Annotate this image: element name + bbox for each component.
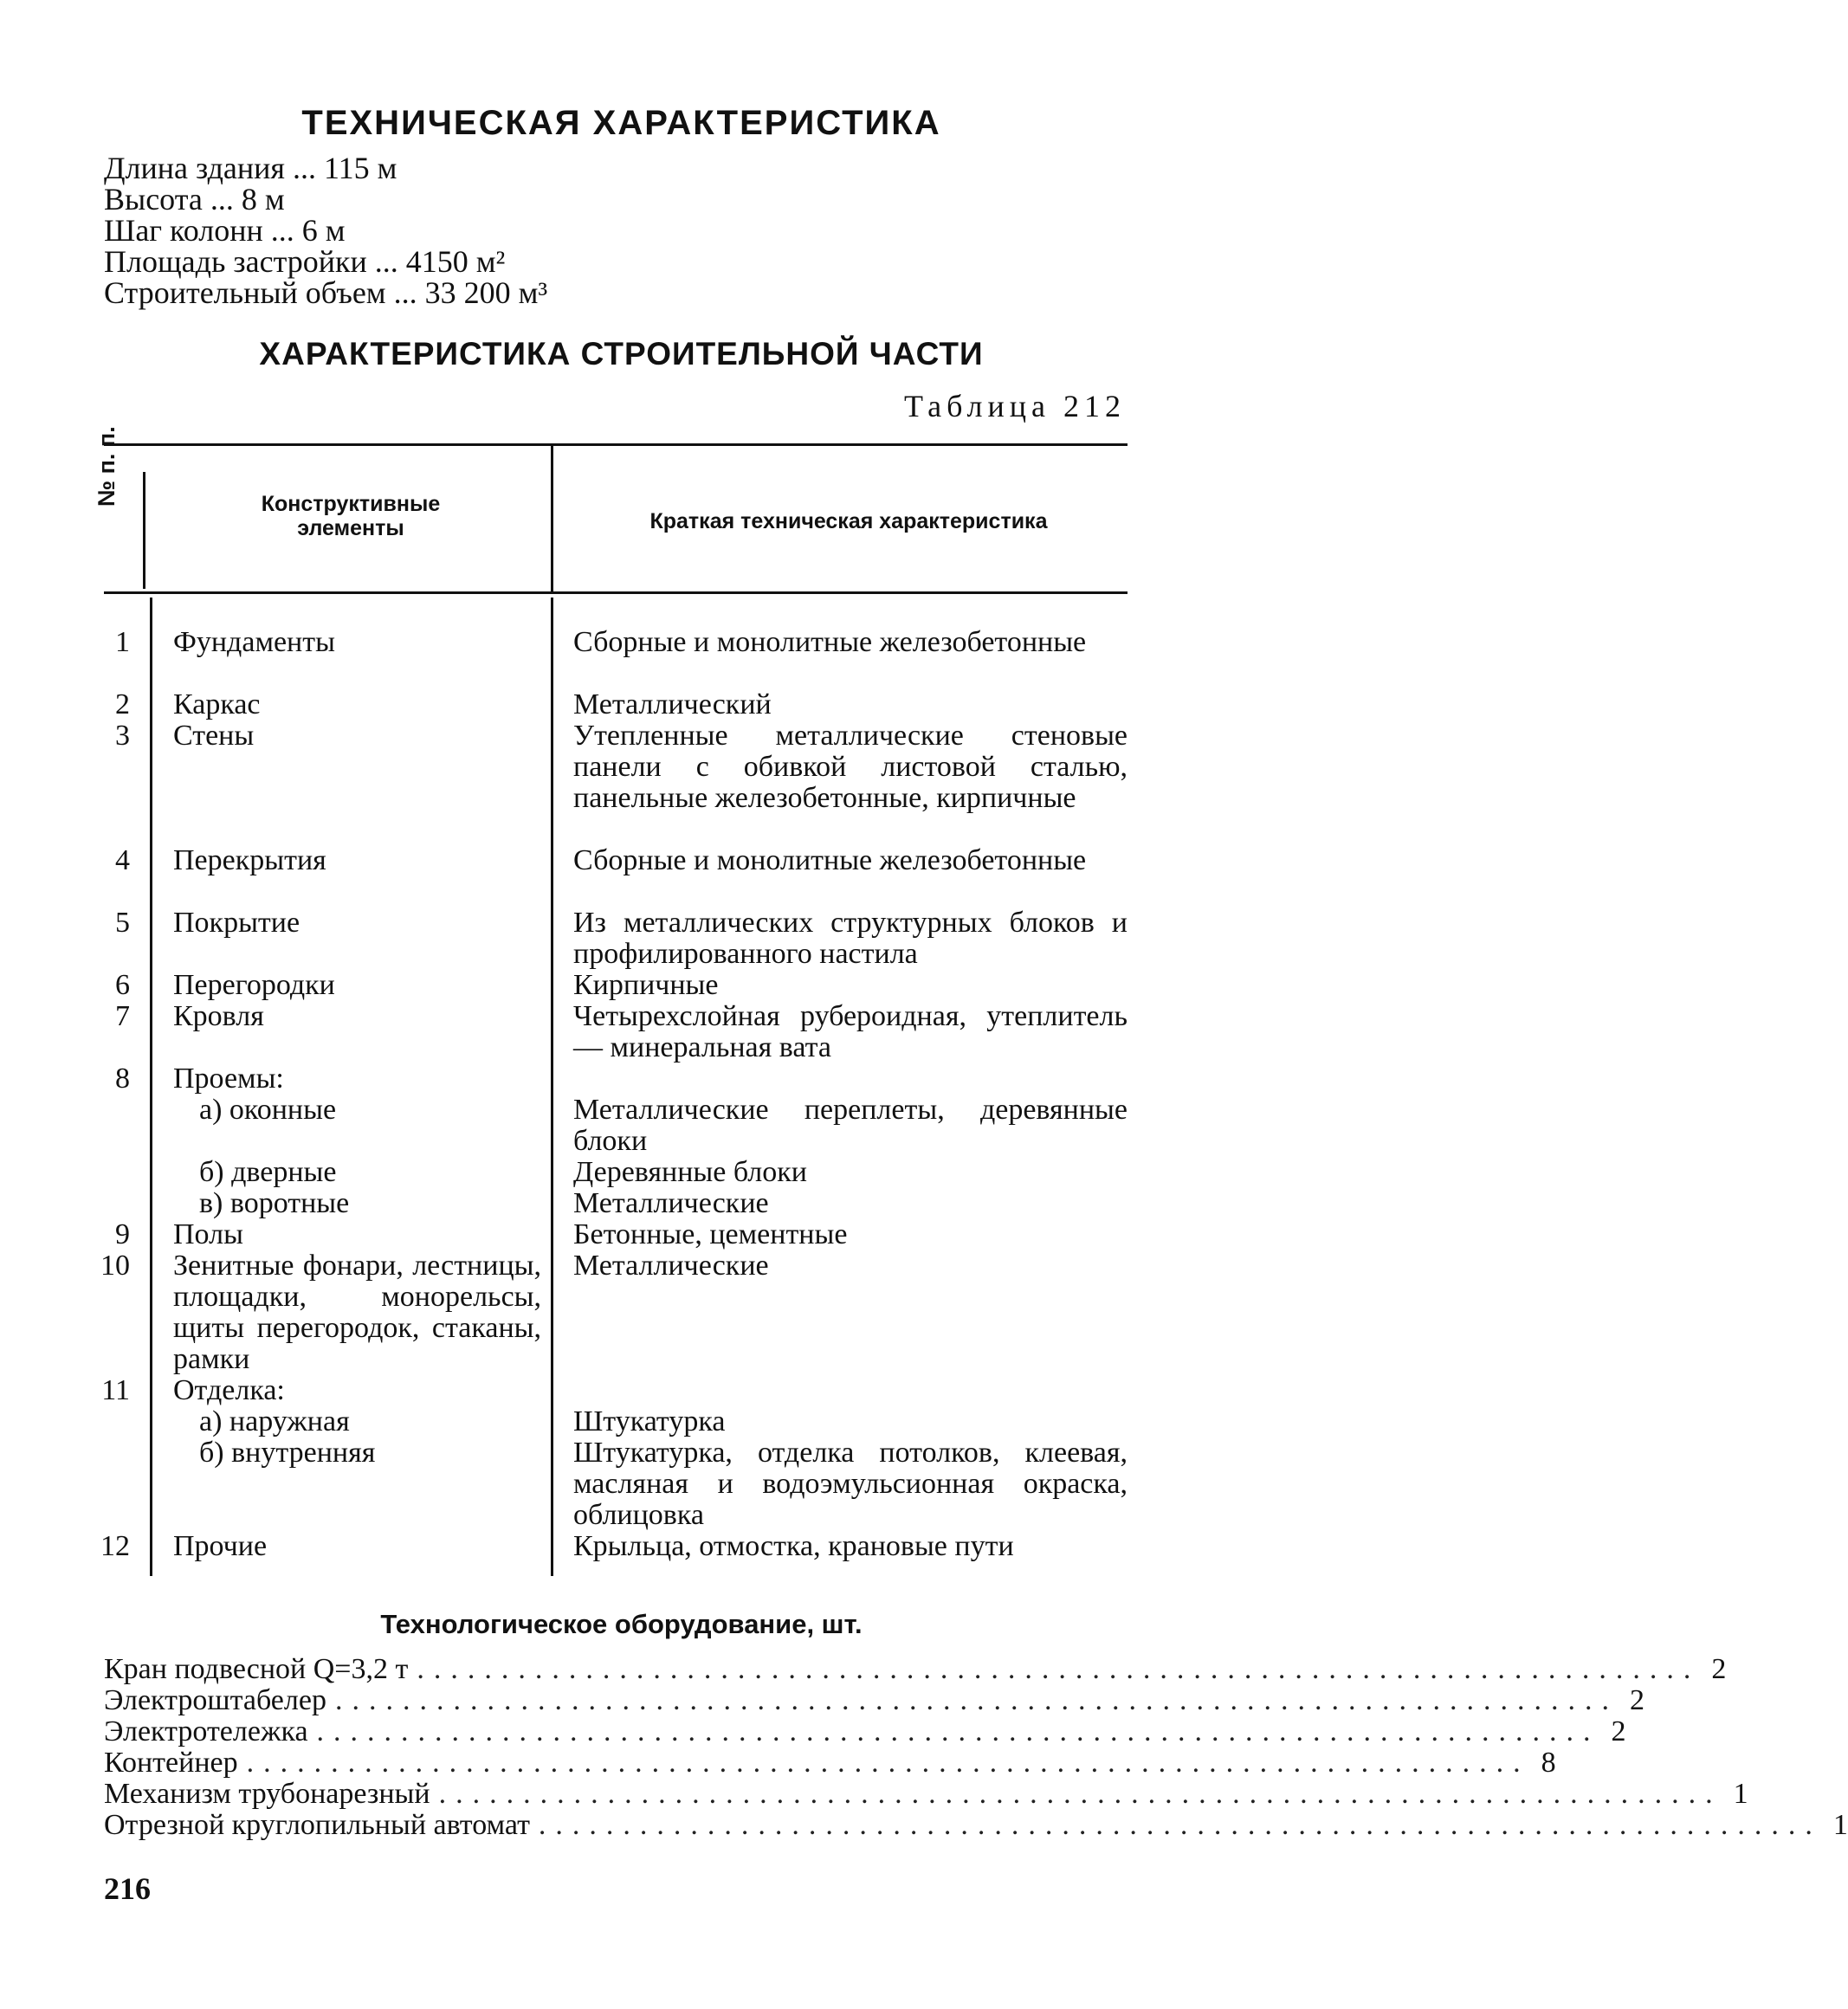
equipment-item [104,1653,1727,1685]
row-element: Перегородки [173,969,335,1001]
row-description: Штукатурка [573,1405,726,1437]
row-description: Металлические [573,1187,769,1219]
row-description: Утепленные металлические стеновые панели с обивкой листовой сталью, панельные железобетонные, кирпичные [573,720,1128,814]
row-element [173,1406,541,1437]
row-description: Бетонные, цементные [573,1218,848,1250]
equipment-name: Отрезной круглопильный автомат [104,1809,530,1841]
row-description: Из металлических структурных блоков и профилированного настила [573,907,1128,970]
row-description: Сборные и монолитные железобетонные [573,844,1087,876]
page-title: ТЕХНИЧЕСКАЯ ХАРАКТЕРИСТИКА [301,104,941,142]
equipment-list [104,1653,1848,1841]
equipment-name: Электротележка [104,1715,308,1747]
col-divider-2 [551,446,553,591]
row-element: Стены [173,720,255,752]
row-number: 11 [101,1374,130,1406]
row-element: Полы [173,1218,243,1250]
row-element [173,1095,541,1126]
row-description: Металлические [573,1250,769,1282]
row-element [173,1437,541,1469]
page-number: 216 [104,1871,151,1906]
leader-dots: ............................................................................ [316,1715,1600,1747]
equipment-item [104,1778,1748,1810]
leader-dots: ............................................................................ [334,1684,1619,1716]
equipment-qty: 2 [1629,1684,1644,1716]
col-divider-1 [150,598,152,1576]
row-description: Деревянные блоки [573,1156,807,1188]
equipment-qty: 8 [1541,1747,1556,1779]
equipment-qty: 2 [1611,1715,1626,1747]
spec-line: Площадь застройки ... 4150 м² [104,244,506,279]
row-description: Кирпичные [573,969,719,1001]
row-element: Покрытие [173,907,300,939]
leader-dots: ............................................................................ [438,1778,1722,1810]
row-description: Четырехслойная рубероидная, утеплитель — минеральная вата [573,1000,1128,1063]
equipment-name: Контейнер [104,1747,238,1779]
header-elements [160,492,541,540]
col-divider-1 [143,472,145,589]
row-element [173,1188,541,1219]
row-element [173,1157,541,1188]
row-number: 2 [115,688,130,720]
row-description: Сборные и монолитные железобетонные [573,626,1087,658]
equipment-name: Механизм трубонарезный [104,1778,430,1810]
leader-dots: ............................................................................ [246,1747,1530,1779]
equipment-name: Электроштабелер [104,1684,326,1716]
specs-list [104,152,547,308]
equipment-item [104,1747,1556,1779]
equipment-item [104,1715,1626,1747]
row-number: 9 [115,1218,130,1250]
row-subitem: в) воротные [199,1187,350,1219]
row-number: 1 [115,626,130,658]
row-number: 12 [100,1530,130,1562]
row-description: Металлический [573,688,772,720]
leader-dots: ............................................................................ [538,1809,1822,1841]
table-header-rule [104,591,1128,594]
row-element: Зенитные фонари, лестницы, площадки, монорельсы, щиты перегородок, стаканы, рамки [173,1250,541,1375]
spec-line: Строительный объем ... 33 200 м³ [104,275,548,310]
row-number: 3 [115,720,130,752]
spec-line: Длина здания ... 115 м [104,151,397,185]
row-description: Металлические переплеты, деревянные блоки [573,1094,1128,1157]
row-element: Перекрытия [173,844,326,876]
equipment-title: Технологическое оборудование, шт. [380,1609,863,1639]
header-elements-line2: элементы [297,516,404,540]
equipment-name: Кран подвесной Q=3,2 т [104,1653,409,1685]
row-element: Проемы: [173,1063,284,1095]
row-element: Прочие [173,1530,268,1562]
header-elements-line1: Конструктивные [261,492,441,516]
equipment-qty: 1 [1832,1809,1848,1841]
row-element: Отделка: [173,1374,285,1406]
equipment-qty: 2 [1711,1653,1727,1685]
leader-dots: ............................................................................ [417,1653,1701,1685]
row-subitem: б) внутренняя [199,1437,376,1469]
row-number: 7 [115,1000,130,1032]
section-title: ХАРАКТЕРИСТИКА СТРОИТЕЛЬНОЙ ЧАСТИ [259,336,984,371]
spec-line: Высота ... 8 м [104,182,285,216]
row-description: Штукатурка, отделка потолков, клеевая, масляная и водоэмульсионная окраска, облицовка [573,1437,1128,1531]
row-subitem: а) наружная [199,1405,350,1437]
row-number: 6 [115,969,130,1001]
row-number: 8 [115,1063,130,1095]
row-element: Фундаменты [173,626,335,658]
header-description: Краткая техническая характеристика [649,509,1048,533]
col-divider-2 [551,598,553,1576]
equipment-item [104,1684,1644,1716]
row-number: 10 [100,1250,130,1282]
row-number: 5 [115,907,130,939]
row-number: 4 [115,844,130,876]
row-description: Крыльца, отмостка, крановые пути [573,1530,1014,1562]
table-label: Таблица 212 [904,389,1126,423]
table-top-rule [104,443,1128,446]
row-subitem: б) дверные [199,1156,337,1188]
row-element: Каркас [173,688,261,720]
header-number: № п. п. [94,426,120,507]
spec-line: Шаг колонн ... 6 м [104,213,346,248]
row-element: Кровля [173,1000,264,1032]
row-subitem: а) оконные [199,1094,337,1126]
equipment-qty: 1 [1733,1778,1748,1810]
equipment-item [104,1809,1848,1841]
